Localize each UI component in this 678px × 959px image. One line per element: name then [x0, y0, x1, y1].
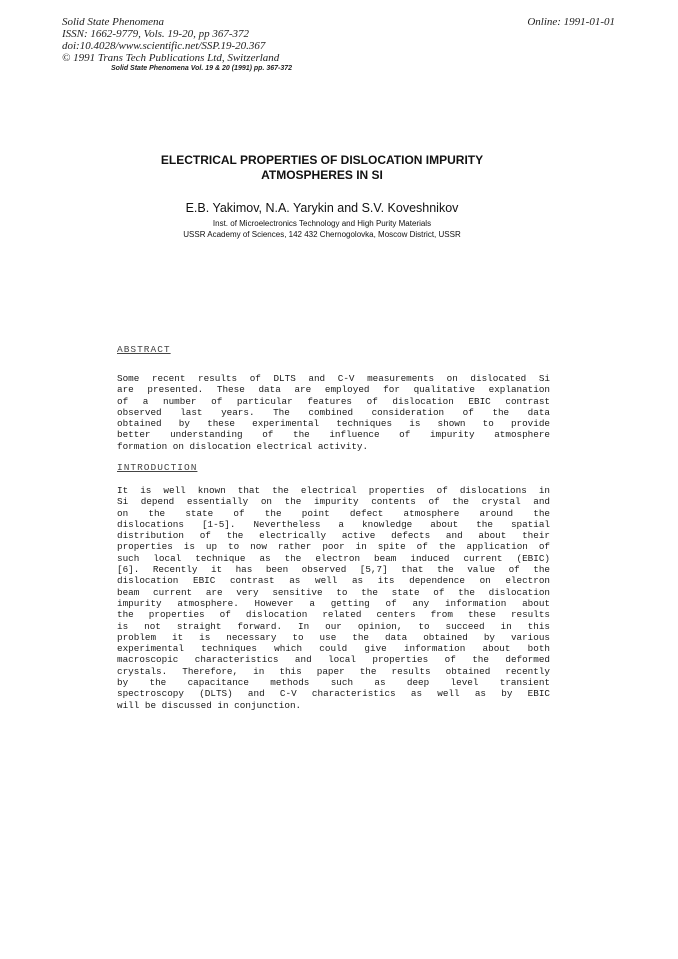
journal-citation-line: Solid State Phenomena Vol. 19 & 20 (1991) pp. 367-372: [111, 65, 293, 72]
text-line: will be discussed in conjunction.: [117, 699, 302, 711]
text-line: distribution of the electrically active defects and about their: [117, 530, 550, 542]
text-line: the properties of dislocation related centers from these results: [117, 609, 550, 621]
text-line: [6]. Recently it has been observed [5,7] that the value of the: [117, 564, 550, 576]
title-line-1: ELECTRICAL PROPERTIES OF DISLOCATION IMPURITY: [160, 153, 484, 167]
text-line: It is well known that the electrical properties of dislocations in: [117, 485, 550, 496]
online-date: Online: 1991-01-01: [527, 16, 615, 28]
authors: E.B. Yakimov, N.A. Yarykin and S.V. Koveshnikov: [185, 201, 459, 215]
text-line: problem it is necessary to use the data obtained by various: [117, 631, 550, 643]
text-line: by the capacitance methods such as deep level transient: [117, 677, 550, 689]
text-line: formation on dislocation electrical activity.: [117, 440, 369, 452]
text-line: such local technique as the electron beam induced current (EBIC): [117, 552, 550, 564]
text-line: Si depend essentially on the impurity contents of the crystal and: [117, 496, 550, 508]
text-line: beam current are very sensitive to the state of the dislocation: [117, 586, 550, 598]
introduction-heading: INTRODUCTION: [117, 462, 198, 473]
text-line: is not straight forward. In our opinion, to succeed in this: [117, 620, 550, 632]
text-line: on the state of the point defect atmosphere around the: [117, 507, 550, 519]
text-line: impurity atmosphere. However a getting of any information about: [117, 597, 550, 609]
title-line-2: ATMOSPHERES IN SI: [261, 168, 383, 182]
copyright-line: © 1991 Trans Tech Publications Ltd, Switzerland: [62, 52, 280, 64]
text-line: crystals. Therefore, in this paper the results obtained recently: [117, 665, 550, 677]
publication-info: [62, 16, 279, 64]
journal-name: Solid State Phenomena: [62, 16, 165, 28]
abstract-heading: ABSTRACT: [117, 344, 171, 355]
introduction-body: [117, 485, 550, 711]
paper-title: [120, 153, 524, 183]
affiliation-line-2: USSR Academy of Sciences, 142 432 Chernogolovka, Moscow District, USSR: [183, 230, 461, 239]
text-line: observed last years. The combined consideration of the data: [117, 406, 550, 418]
text-line: obtained by these experimental techniques is shown to provide: [117, 418, 550, 430]
text-line: are presented. These data are employed for qualitative explanation: [117, 384, 550, 396]
issn-line: ISSN: 1662-9779, Vols. 19-20, pp 367-372: [62, 28, 249, 40]
text-line: macroscopic characteristics and local properties of the deformed: [117, 654, 550, 666]
text-line: of a number of particular features of dislocation EBIC contrast: [117, 395, 550, 407]
text-line: experimental techniques which could give information about both: [117, 643, 550, 655]
text-line: dislocations [1-5]. Nevertheless a knowledge about the spatial: [117, 518, 550, 530]
text-line: spectroscopy (DLTS) and C-V characteristics as well as by EBIC: [117, 688, 550, 700]
text-line: better understanding of the influence of impurity atmosphere: [117, 429, 550, 441]
text-line: dislocation EBIC contrast as well as its dependence on electron: [117, 575, 550, 587]
text-line: Some recent results of DLTS and C-V measurements on dislocated Si: [117, 373, 550, 384]
affiliation-line-1: Inst. of Microelectronics Technology and High Purity Materials: [212, 219, 432, 228]
text-line: properties is up to now rather poor in spite of the application of: [117, 541, 550, 553]
doi-line: doi:10.4028/www.scientific.net/SSP.19-20.367: [62, 40, 266, 52]
abstract-body: [117, 373, 550, 452]
